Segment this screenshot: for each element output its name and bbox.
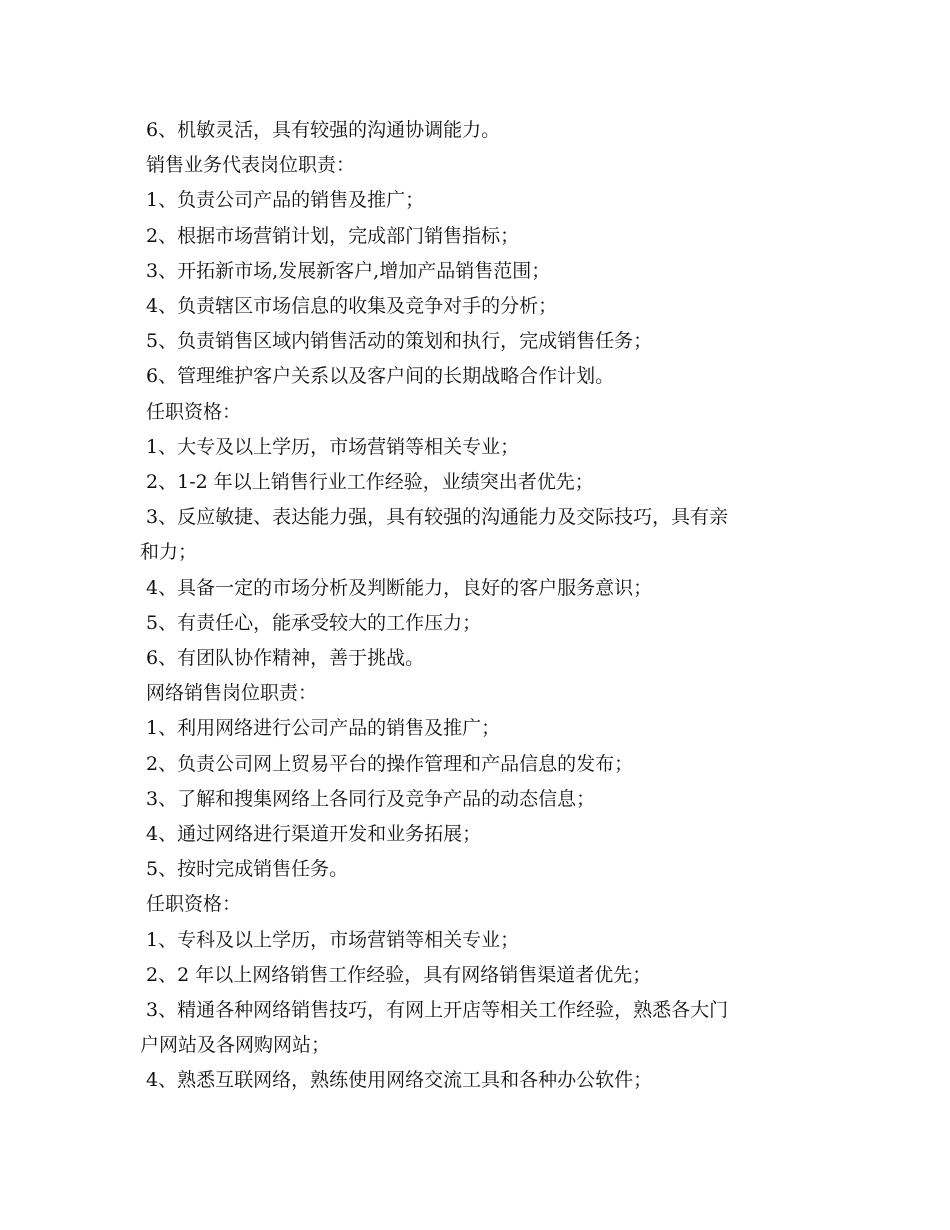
- text-line: 4、熟悉互联网络，熟练使用网络交流工具和各种办公软件；: [140, 1069, 653, 1092]
- text-line: 3、了解和搜集网络上各同行及竞争产品的动态信息；: [140, 787, 596, 810]
- text-line: 6、管理维护客户关系以及客户间的长期战略合作计划。: [140, 365, 615, 388]
- text-line: 6、机敏灵活，具有较强的沟通协调能力。: [140, 119, 501, 141]
- text-line: 2、根据市场营销计划，完成部门销售指标；: [140, 224, 520, 247]
- text-line: 2、1-2 年以上销售行业工作经验，业绩突出者优先；: [140, 471, 594, 494]
- text-line-continuation: 和力；: [140, 541, 198, 564]
- text-line-continuation: 户网站及各网购网站；: [140, 1034, 331, 1057]
- section-heading: 网络销售岗位职责：: [140, 682, 318, 705]
- text-line: 1、大专及以上学历，市场营销等相关专业；: [140, 435, 520, 458]
- text-line: 6、有团队协作精神，善于挑战。: [140, 647, 425, 670]
- text-line: 3、开拓新市场,发展新客户,增加产品销售范围；: [140, 259, 551, 282]
- text-line: 5、有责任心，能承受较大的工作压力；: [140, 611, 482, 634]
- text-line: 5、负责销售区域内销售活动的策划和执行，完成销售任务；: [140, 330, 653, 353]
- section-heading: 任职资格：: [140, 893, 242, 916]
- text-line: 2、2 年以上网络销售工作经验，具有网络销售渠道者优先；: [140, 963, 652, 986]
- text-line: 4、具备一定的市场分析及判断能力，良好的客户服务意识；: [140, 576, 653, 599]
- text-line: 3、反应敏捷、表达能力强，具有较强的沟通能力及交际技巧，具有亲: [140, 506, 729, 529]
- text-line: 1、负责公司产品的销售及推广；: [140, 189, 425, 212]
- section-heading: 任职资格：: [140, 400, 242, 423]
- text-line: 1、专科及以上学历，市场营销等相关专业；: [140, 928, 520, 951]
- section-heading: 销售业务代表岗位职责：: [140, 154, 356, 177]
- text-line: 2、负责公司网上贸易平台的操作管理和产品信息的发布；: [140, 752, 634, 775]
- text-line: 4、通过网络进行渠道开发和业务拓展；: [140, 823, 482, 846]
- text-line: 4、负责辖区市场信息的收集及竞争对手的分析；: [140, 295, 558, 318]
- document-body: [140, 113, 820, 1099]
- text-line: 1、利用网络进行公司产品的销售及推广；: [140, 717, 501, 740]
- text-line: 5、按时完成销售任务。: [140, 858, 349, 881]
- text-line: 3、精通各种网络销售技巧，有网上开店等相关工作经验，熟悉各大门: [140, 999, 729, 1022]
